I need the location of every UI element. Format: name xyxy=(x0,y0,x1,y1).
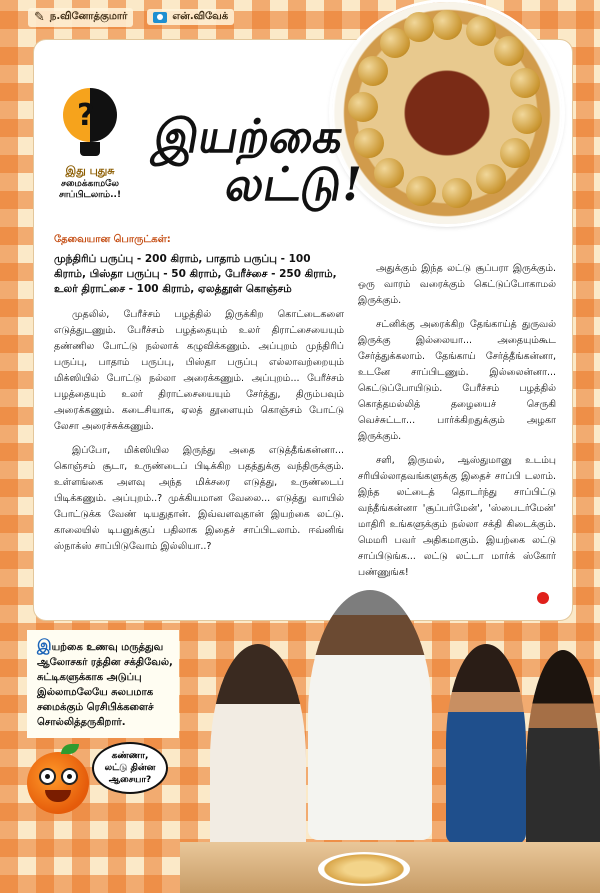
caption-box xyxy=(27,630,179,738)
bubble-line-3: ஆசையா? xyxy=(108,775,152,785)
mascot-mouth xyxy=(45,790,71,802)
ladoo xyxy=(512,104,542,134)
title-line-2: லட்டு! xyxy=(221,157,367,211)
badge-title: இது புதுசு xyxy=(65,164,115,177)
bubble-line-1: கண்ணா, xyxy=(111,751,149,761)
left-column xyxy=(54,232,344,563)
lightbulb-icon: ? xyxy=(63,88,117,142)
ladoo xyxy=(500,138,530,168)
ladoo xyxy=(404,12,434,42)
new-idea-badge xyxy=(50,88,130,216)
adviser-figure xyxy=(308,590,432,840)
bubble-line-2: லட்டு தின்ன xyxy=(104,763,156,773)
badge-subtitle-1: சமைக்காமலே xyxy=(60,179,120,189)
photographer-credit xyxy=(147,9,234,25)
camera-icon xyxy=(153,12,167,23)
ladoo xyxy=(432,10,462,40)
ladoo xyxy=(358,56,388,86)
title-line-1: இயற்கை xyxy=(149,109,348,163)
ladoo xyxy=(466,16,496,46)
ladoo-bowl xyxy=(318,852,410,886)
orange-mascot-icon xyxy=(27,752,89,814)
ingredients-heading: தேவையான பொருட்கள்: xyxy=(54,234,171,245)
paragraph: அதுக்கும் இந்த லட்டு சூப்பரா இருக்கும். ஒரு வாரம் வரைக்கும் கெட்டுப்போகாமல் இருக்கும். xyxy=(358,263,556,306)
lightbulb-base xyxy=(80,142,100,156)
writer-name: ந.வினோத்குமார் xyxy=(49,11,128,22)
mascot-eye xyxy=(39,768,56,785)
article-title xyxy=(141,109,419,212)
caption-text: யற்கை உணவு மருத்துவ ஆலோசகர் ரத்தின சக்திவேல், சுட்டிகளுக்காக அடுப்பு இல்லாமலேயே சுலபமாக சமைக்கும் ரெசிபிக்களைச் சொல்லித்தருகிறார். xyxy=(37,642,173,728)
ladoo xyxy=(476,164,506,194)
paragraph: சளி, இருமல், ஆஸ்துமானு உடம்பு சரியில்லாதவங்களுக்கு இதைச் சாப்பி டலாம். இந்த லட்டைத் தொடர்ந்து சாப்பிட்டு வந்தீங்கன்னா 'சூப்பர்மேன்', 'ஸ்பைடர்மேன்' மாதிரி உங்களுக்கும் நல்லா சக்தி கிடைக்கும். மெமரி பவர் அதிகமாகும். இயற்கை லட்டு சாப்பிடுங்க... லட்டு லட்டா மார்க் ஸ்கோர் பண்ணுங்க! xyxy=(358,455,556,578)
ladoo xyxy=(442,178,472,208)
mascot-leaf xyxy=(61,744,79,754)
paragraph: இப்போ, மிக்ஸியில இருந்து அதை எடுத்தீங்கன்னா... கொஞ்சம் சூடா, உருண்டைப் பிடிக்கிற பதத்துக்கு வந்திருக்கும். உள்ளங்கை அளவு அந்த மிக்சரை எடுத்து, உருண்டைப் பிடிக்கணும். அப்புறம்..? முக்கியமான வேலை... எடுத்து வாயில் போட்டுக்க வேண் டியதுதான். இவ்வளவுதான் இயற்கை லட்டு. காலையில் டிபனுக்குப் பதிலாக இதைச் சாப்பிடலாம். ஈவ்னிங் ஸ்நாக்ஸ் சாப்பிடுவோம் இல்லியா..? xyxy=(54,445,344,552)
photographer-name: என்.விவேக் xyxy=(172,11,229,22)
badge-subtitle-2: சாப்பிடலாம்..! xyxy=(58,190,122,200)
paragraph: சட்னிக்கு அரைக்கிற தேங்காய்த் துருவல் இருக்கு இல்லையா... அதையும்கூட சேர்த்துக்கலாம். தேங்காய் சேர்த்தீங்கன்னா, உடனே சாப்பிடணும். இல்லைன்னா... கெட்டுப்போயிடும். பேரீச்சம் பழத்தில் கொத்தமல்லித் தழையைச் செருகி வெச்சுட்டா... பார்க்கிறதுக்கும் அழகா இருக்கும். xyxy=(358,319,556,442)
mascot-eye xyxy=(61,768,78,785)
ladoo xyxy=(406,176,436,206)
ingredients-list: முந்திரிப் பருப்பு - 200 கிராம், பாதாம் பருப்பு - 100 கிராம், பிஸ்தா பருப்பு - 50 கிராம், பேரீச்சை - 250 கிராம், உலர் திராட்சை - 100 கிராம், ஏலத்தூள் கொஞ்சம் xyxy=(54,253,337,295)
girl-figure xyxy=(210,644,306,874)
pen-icon: ✎ xyxy=(34,9,45,25)
ladoo xyxy=(510,68,540,98)
ladoo xyxy=(494,36,524,66)
right-column xyxy=(358,261,556,589)
caption-first-letter: இ xyxy=(37,636,52,654)
boy-figure-1 xyxy=(446,644,526,844)
speech-bubble xyxy=(92,742,168,794)
writer-credit xyxy=(28,8,133,27)
paragraph: முதலில், பேரீச்சம் பழத்தில் இருக்கிற கொட்டைகளை எடுத்துடணும். பேரீச்சம் பழத்தையும் உலர் திராட்சையையும் தண்ணில போட்டு நல்லாக் கழுவிக்கணும். அப்புறம் முந்திரிப் பருப்பு, பாதாம் பருப்பு, பிஸ்தா பருப்பு எல்லாவற்றையும் மிக்ஸியில் போட்டு நல்லா அரைக்கணும். அப்புறம்... பேரீச்சம் பழத்தையும் உலர் திராட்சையையும் சேர்த்து, திரும்பவும் அரைக்கணும். கடைசியாக, ஏலத் தூளையும் கொஞ்சம் போட்டு லேசா அரைச்சுக்கணும். xyxy=(54,309,344,432)
